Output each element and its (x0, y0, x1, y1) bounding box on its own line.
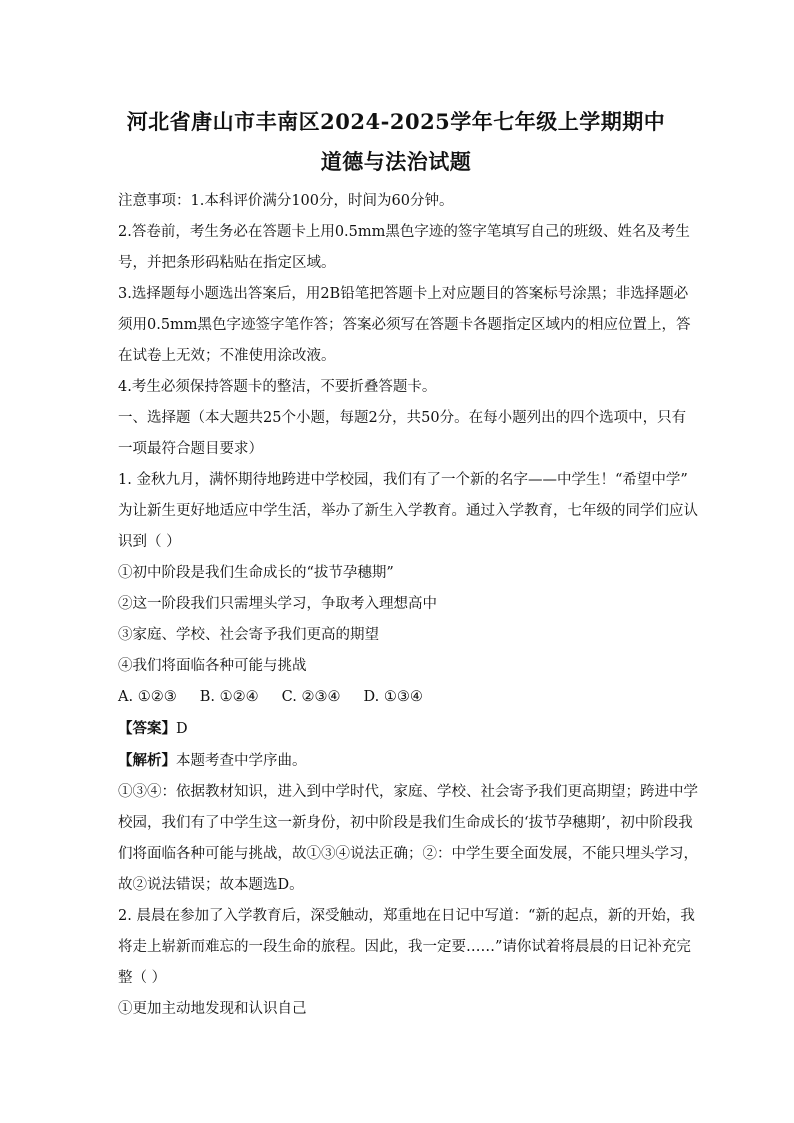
question-1 (118, 465, 698, 901)
question-stem-line: 整（ ） (118, 970, 167, 986)
answer-tag: 【答案】 (118, 720, 176, 737)
question-stem-line: 1. 金秋九月，满怀期待地跨进中学校园，我们有了一个新的名字——中学生！“希望中学” (118, 472, 688, 488)
exam-title-line2: 道德与法治试题 (320, 149, 472, 174)
note-line: 4.考生必须保持答题卡的整洁，不要折叠答题卡。 (118, 379, 437, 395)
statement-item: ④我们将面临各种可能与挑战 (118, 658, 307, 674)
analysis-text-line: ①③④：依据教材知识，进入到中学时代，家庭、学校、社会寄予我们更高期望；跨进中学 (118, 784, 698, 800)
note-line: 号，并把条形码粘贴在指定区域。 (118, 255, 336, 271)
note-line: 2.答卷前，考生务必在答题卡上用0.5mm黑色字迹的签字笔填写自己的班级、姓名及考生 (118, 224, 690, 240)
section-heading (118, 403, 687, 465)
statement-item: ③家庭、学校、社会寄予我们更高的期望 (118, 627, 379, 643)
section-line: 一、选择题（本大题共25个小题，每题2分，共50分。在每小题列出的四个选项中，只有 (118, 410, 687, 426)
question-stem-line: 2. 晨晨在参加了入学教育后，深受触动，郑重地在日记中写道：“新的起点，新的开始，我 (118, 908, 695, 924)
analysis-text-line: 校园，我们有了中学生这一新身份，初中阶段是我们生命成长的‘拔节孕穗期’，初中阶段我 (118, 815, 693, 831)
analysis-tag: 【解析】 (118, 752, 176, 769)
question-stem-line: 为让新生更好地适应中学生活，举办了新生入学教育。通过入学教育，七年级的同学们应认 (118, 503, 698, 519)
analysis-text-line: 故②说法错误；故本题选D。 (118, 877, 304, 893)
statement-item: ①更加主动地发现和认识自己 (118, 1001, 307, 1017)
analysis-intro: 本题考查中学序曲。 (176, 753, 307, 769)
note-line: 须用0.5mm黑色字迹签字笔作答；答案必须写在答题卡各题指定区域内的相应位置上，答 (118, 317, 691, 333)
note-line: 3.选择题每小题选出答案后，用2B铅笔把答题卡上对应题目的答案标号涂黑；非选择题必 (118, 286, 689, 302)
note-line: 注意事项：1.本科评价满分100分，时间为60分钟。 (118, 193, 454, 209)
statement-item: ①初中阶段是我们生命成长的“拔节孕穗期” (118, 565, 394, 581)
answer-options: A. ①②③ B. ①②④ C. ②③④ D. ①③④ (118, 689, 423, 705)
answer-value: D (176, 721, 188, 737)
question-stem-line: 将走上崭新而难忘的一段生命的旅程。因此，我一定要……”请你试着将晨晨的日记补充完 (118, 939, 691, 955)
question-2 (118, 901, 695, 1025)
section-line: 一项最符合题目要求） (118, 441, 263, 457)
analysis-text-line: 们将面临各种可能与挑战，故①③④说法正确；②：中学生要全面发展，不能只埋头学习， (118, 846, 698, 862)
note-line: 在试卷上无效；不准使用涂改液。 (118, 348, 336, 364)
notes-block (118, 186, 691, 403)
exam-title-line1: 河北省唐山市丰南区2024-2025学年七年级上学期期中 (126, 109, 666, 134)
answer-line (118, 713, 674, 745)
statement-item: ②这一阶段我们只需埋头学习，争取考入理想高中 (118, 596, 437, 612)
analysis-line (118, 745, 674, 777)
question-stem-line: 识到（ ） (118, 534, 181, 550)
